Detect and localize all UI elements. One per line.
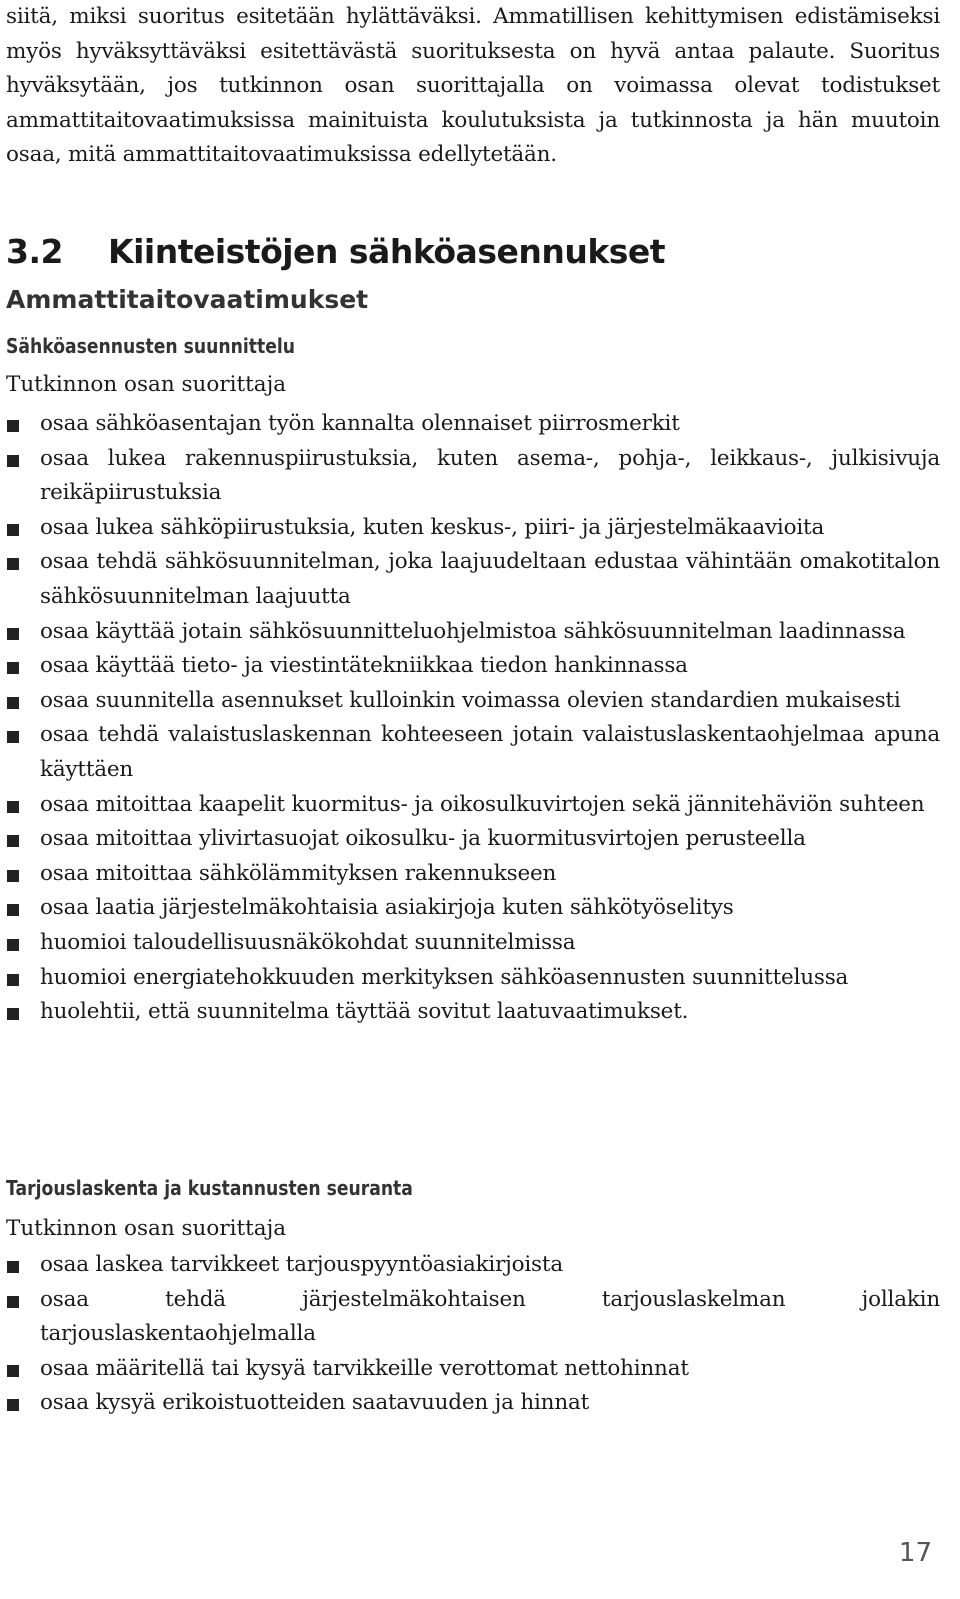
section-heading [6, 232, 665, 271]
bullet-square-icon [7, 420, 19, 432]
list-item: osaa lukea rakennuspiirustuksia, kuten asema-, pohja-, leikkaus-, julkisivuja reikäpiirustuksia [6, 442, 940, 511]
block2-lead: Tutkinnon osan suorittaja [6, 1216, 287, 1241]
list-item: osaa mitoittaa ylivirtasuojat oikosulku- ja kuormitusvirtojen perusteella [6, 822, 940, 857]
bullet-square-icon [7, 628, 19, 640]
list-item: huomioi taloudellisuusnäkökohdat suunnitelmissa [6, 926, 940, 961]
list-item: osaa sähköasentajan työn kannalta olennaiset piirrosmerkit [6, 407, 940, 442]
section-subtitle: Ammattitaitovaatimukset [6, 285, 369, 314]
bullet-square-icon [7, 1365, 19, 1377]
block1-list [6, 407, 940, 1030]
bullet-square-icon [7, 455, 19, 467]
list-item: osaa suunnitella asennukset kulloinkin voimassa olevien standardien mukaisesti [6, 684, 940, 719]
block1-lead: Tutkinnon osan suorittaja [6, 372, 287, 397]
list-item: osaa kysyä erikoistuotteiden saatavuuden ja hinnat [6, 1386, 940, 1421]
list-item: osaa laskea tarvikkeet tarjouspyyntöasiakirjoista [6, 1248, 940, 1283]
bullet-square-icon [7, 524, 19, 536]
block2-heading: Tarjouslaskenta ja kustannusten seuranta [6, 1176, 413, 1200]
list-item: osaa käyttää tieto- ja viestintätekniikkaa tiedon hankinnassa [6, 649, 940, 684]
bullet-square-icon [7, 904, 19, 916]
block2-list [6, 1248, 940, 1421]
list-item: osaa mitoittaa sähkölämmityksen rakennukseen [6, 857, 940, 892]
bullet-square-icon [7, 1008, 19, 1020]
bullet-square-icon [7, 870, 19, 882]
page-number: 17 [898, 1538, 932, 1568]
block1-heading: Sähköasennusten suunnittelu [6, 334, 296, 358]
intro-text [6, 0, 940, 173]
list-item: osaa mitoittaa kaapelit kuormitus- ja oikosulkuvirtojen sekä jännitehäviön suhteen [6, 788, 940, 823]
bullet-square-icon [7, 1399, 19, 1411]
list-item: huolehtii, että suunnitelma täyttää sovitut laatuvaatimukset. [6, 995, 940, 1030]
section-title: Kiinteistöjen sähköasennukset [108, 232, 666, 271]
bullet-square-icon [7, 1261, 19, 1273]
bullet-square-icon [7, 697, 19, 709]
intro-paragraph: siitä, miksi suoritus esitetään hylättäväksi. Ammatillisen kehittymisen edistämiseksi myös hyväksyttäväksi esitettävästä suorituksesta on hyvä antaa palaute. Suoritus hyväksytään, jos tutkinnon osan suorittajalla on voimassa olevat todistukset ammattitaitovaatimuksissa mainituista koulutuksista ja tutkinnosta ja hän muutoin osaa, mitä ammattitaitovaatimuksissa edellytetään. [6, 4, 940, 168]
list-item: huomioi energiatehokkuuden merkityksen sähköasennusten suunnittelussa [6, 961, 940, 996]
bullet-square-icon [7, 974, 19, 986]
list-item: osaa lukea sähköpiirustuksia, kuten keskus-, piiri- ja järjestelmäkaavioita [6, 511, 940, 546]
bullet-square-icon [7, 662, 19, 674]
bullet-square-icon [7, 558, 19, 570]
bullet-square-icon [7, 1296, 19, 1308]
bullet-square-icon [7, 835, 19, 847]
list-item: osaa määritellä tai kysyä tarvikkeille verottomat nettohinnat [6, 1352, 940, 1387]
section-number: 3.2 [6, 232, 63, 271]
list-item: osaa laatia järjestelmäkohtaisia asiakirjoja kuten sähkötyöselitys [6, 891, 940, 926]
list-item: osaa tehdä järjestelmäkohtaisen tarjouslaskelman jollakin tarjouslaskentaohjelmalla [6, 1283, 940, 1352]
bullet-square-icon [7, 731, 19, 743]
list-item: osaa tehdä sähkösuunnitelman, joka laajuudeltaan edustaa vähintään omakotitalon sähkösuunnitelman laajuutta [6, 545, 940, 614]
bullet-square-icon [7, 939, 19, 951]
list-item: osaa käyttää jotain sähkösuunnitteluohjelmistoa sähkösuunnitelman laadinnassa [6, 615, 940, 650]
list-item: osaa tehdä valaistuslaskennan kohteeseen jotain valaistuslaskentaohjelmaa apuna käyttäen [6, 718, 940, 787]
bullet-square-icon [7, 801, 19, 813]
